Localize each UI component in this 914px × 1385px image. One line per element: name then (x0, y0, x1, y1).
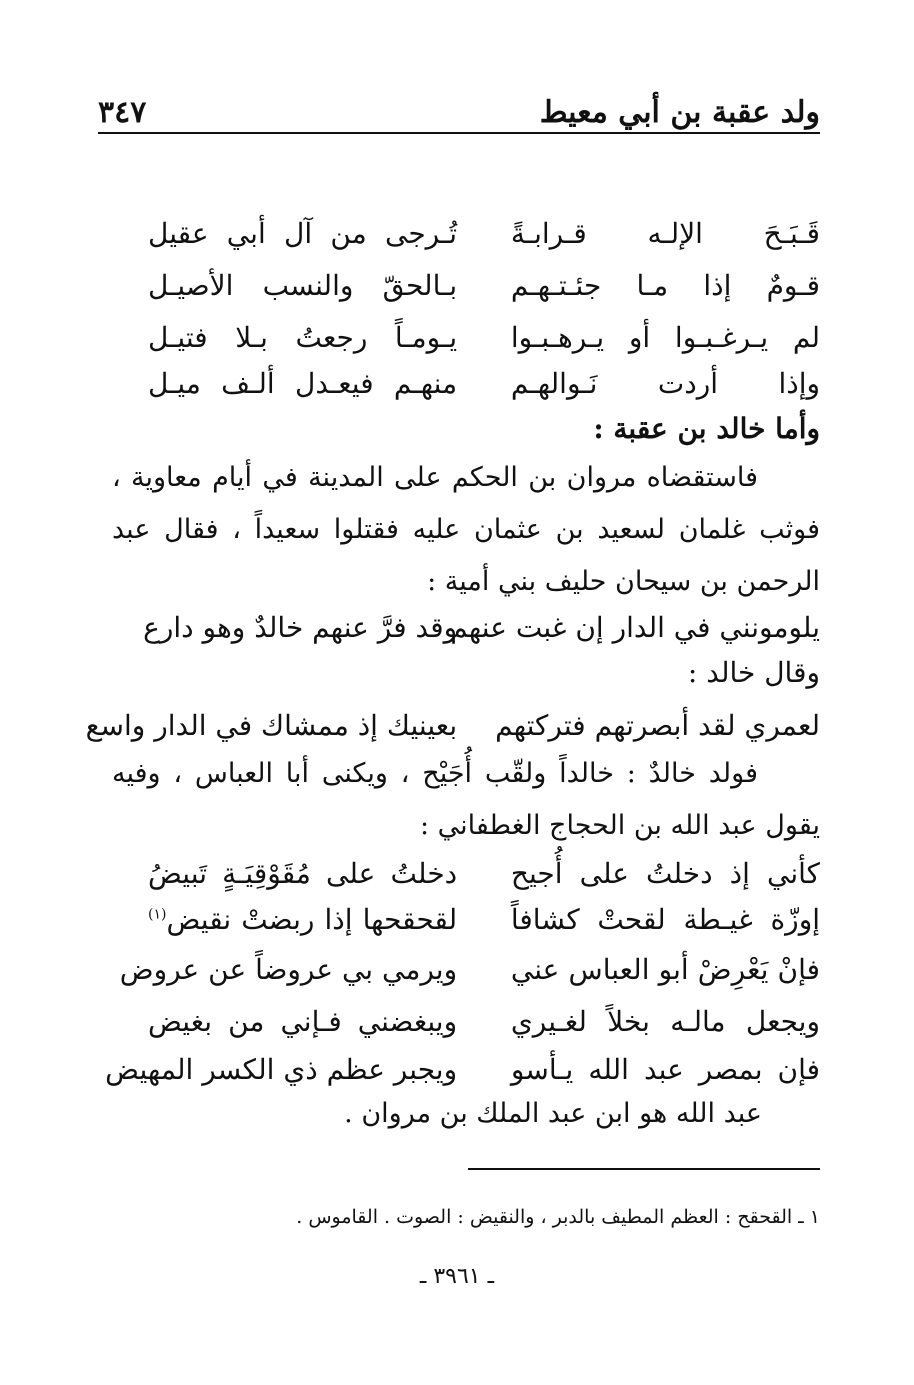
footnote-rule (468, 1168, 820, 1170)
second-hemistich: دخلتُ على مُقَوْقِيَـةٍ تَبيضُ (148, 856, 458, 890)
poem-verse (148, 262, 820, 308)
poem-verse (148, 850, 820, 896)
first-hemistich: وإذا أردت نَـوالهـم (510, 366, 820, 400)
first-hemistich: قَـبَـحَ الإلـه قـرابـةً (510, 216, 820, 250)
second-hemistich: ويرمي بي عروضاً عن عروض (119, 952, 458, 986)
running-title: ولد عقبة بن أبي معيط (539, 95, 820, 130)
first-hemistich: لم يـرغـبـوا أو يـرهـبـوا (510, 320, 820, 354)
poem-verse (148, 210, 820, 256)
poem-verse (119, 946, 820, 992)
second-hemistich: ويجبر عظم ذي الكسر المهيض (105, 1052, 458, 1086)
first-hemistich: كأني إذ دخلتُ على أُجيح (510, 856, 820, 890)
poem-verse (148, 998, 820, 1044)
second-hemistich: وقد فرَّ عنهم خالدٌ وهو دارع (143, 610, 458, 644)
first-hemistich: يلومونني في الدار إن غبت عنهم (450, 610, 820, 644)
footnote: ١ ـ القحقح : العظم المطيف بالدبر ، والنقيض : الصوت . القاموس . (296, 1206, 820, 1228)
header-rule (98, 132, 820, 134)
section-heading: وأما خالد بن عقبة : (593, 412, 820, 445)
page-footer-number: ـ ٣٩٦١ ـ (419, 1264, 495, 1289)
second-hemistich (148, 903, 457, 936)
second-hemistich: يـومـاً رجعتُ بـلا فتيـل (148, 320, 458, 354)
second-hemistich: بعينيك إذ ممشاك في الدار واسع (85, 708, 458, 742)
poem-verse (105, 1046, 820, 1092)
first-hemistich: ويجعل مالـه بخلاً لغـيري (510, 1004, 820, 1038)
poem-verse (148, 896, 820, 942)
poem-verse (148, 360, 820, 406)
paragraph-1: فاستقضاه مروان بن الحكم على المدينة في أيام معاوية ، فوثب غلمان لسعيد بن عثمان عليه فقتلوا سعيداً ، فقال عبد الرحمن بن سيحان حليف بني أمية : (112, 462, 820, 597)
first-hemistich: إوزّة غيـطة لقحتْ كشافاً (510, 902, 820, 936)
second-hemistich: تُـرجى من آل أبي عقيل (148, 216, 458, 250)
paragraph-2: فولد خالدٌ : خالداً ولقّب أُجَيْح ، ويكنى أبا العباس ، وفيه يقول عبد الله بن الحجاج الغطفاني : (112, 758, 820, 841)
first-hemistich: فإنْ يَعْرِضْ أبو العباس عني (510, 952, 820, 986)
second-hemistich: منهـم فيعـدل ألـف ميـل (148, 366, 458, 400)
poem-verse (148, 314, 820, 360)
first-hemistich: قـومٌ إذا مـا جئـتـهـم (510, 268, 820, 302)
first-hemistich: لعمري لقد أبصرتهم فتركتهم (495, 708, 820, 742)
closing-line: عبد الله هو ابن عبد الملك بن مروان . (344, 1098, 762, 1129)
poem-verse (85, 702, 820, 748)
said-khalid: وقال خالد : (687, 656, 820, 689)
second-hemistich: بـالحقّ والنسب الأصيـل (148, 268, 458, 302)
footnote-marker: (١) (148, 906, 167, 923)
second-hemistich: ويبغضني فـإني من بغيض (148, 1004, 458, 1038)
page-number: ٣٤٧ (98, 95, 147, 130)
page-header (98, 86, 820, 130)
poem-verse (143, 604, 820, 650)
second-hemistich-text: لقحقحها إذا ربضتْ نقيض (166, 902, 458, 936)
first-hemistich: فإن بمصر عبد الله يـأسو (510, 1052, 820, 1086)
